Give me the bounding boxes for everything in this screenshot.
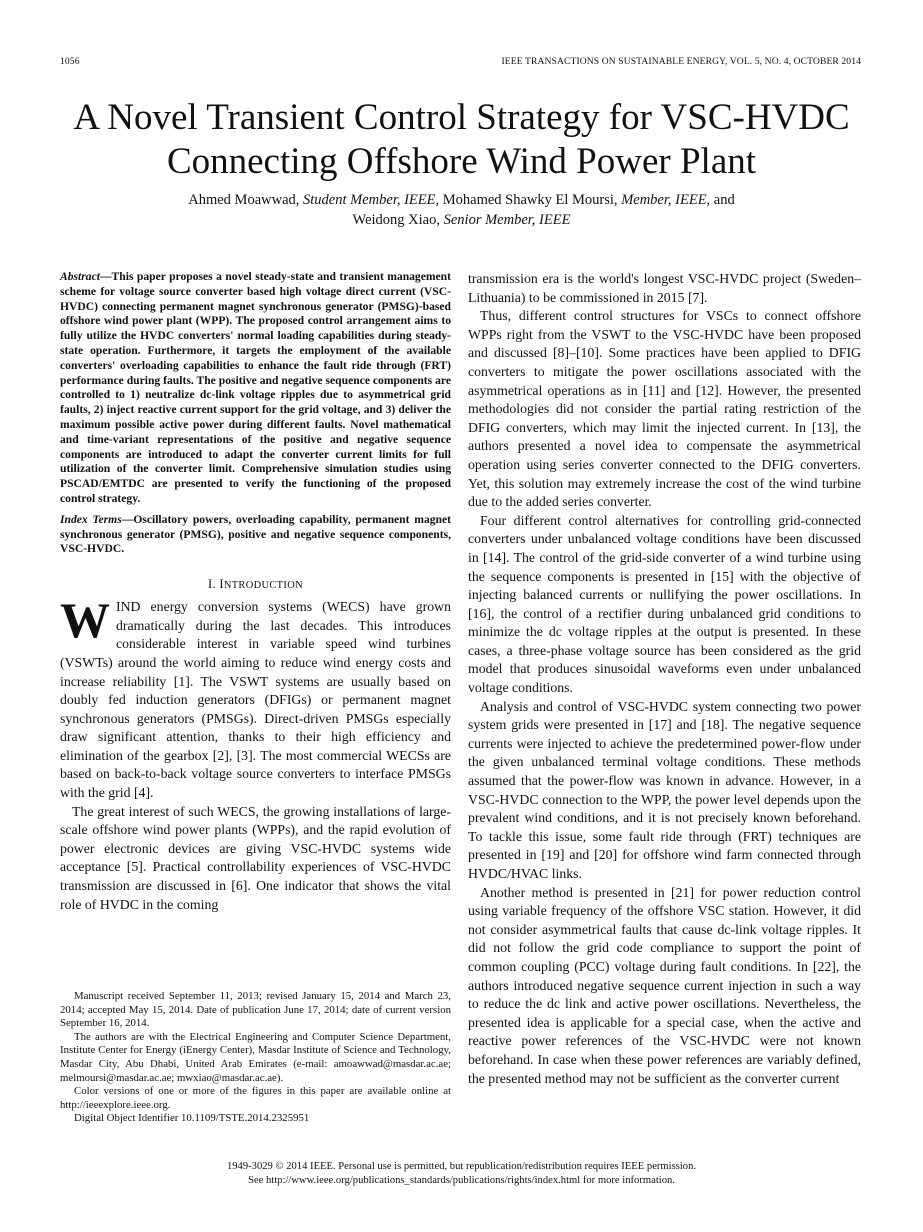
section-first-letter: I: [219, 577, 224, 592]
footnote-color: Color versions of one or more of the figures in this paper are available online at http://ieeexplore.ieee.org.: [60, 1085, 451, 1111]
abstract-dash: —: [99, 270, 112, 283]
paper-title: [0, 96, 923, 184]
footnote-affiliation: The authors are with the Electrical Engineering and Computer Science Department, Institute Center for Energy (iEnergy Center), Masdar Institute of Science and Technology, Masdar City, Abu Dhabi, United Arab Emirates (e-mail: amoawwad@masdar.ac.ae; melmoursi@masdar.ac.ae; mwxiao@masdar.ac.ae).: [60, 1030, 451, 1084]
author-2-name: Mohamed Shawky El Moursi,: [442, 192, 618, 208]
intro-paragraph-1: [60, 592, 451, 803]
footnotes: [60, 990, 451, 1126]
copyright-line-1: 1949-3029 © 2014 IEEE. Personal use is permitted, but republication/redistribution requires IEEE permission.: [226, 1161, 697, 1172]
author-and: and: [713, 192, 735, 208]
drop-cap: W: [60, 592, 110, 649]
section-heading-introduction: [60, 577, 451, 592]
author-line-1: [0, 190, 923, 210]
author-2-role: Member, IEEE,: [621, 192, 711, 208]
abstract: [60, 270, 451, 507]
footnote-doi: Digital Object Identifier 10.1109/TSTE.2014.2325951: [74, 1112, 310, 1125]
title-line-2: Connecting Offshore Wind Power Plant: [166, 141, 757, 182]
abstract-label: Abstract: [60, 270, 100, 283]
page-number: 1056: [60, 56, 80, 67]
section-number: I.: [208, 577, 216, 592]
author-3-role: Senior Member, IEEE: [443, 212, 571, 228]
index-terms-dash: —: [121, 512, 134, 526]
author-list: [0, 190, 923, 230]
intro-paragraph-1-text: IND energy conversion systems (WECS) have grown dramatically during the last decades. This introduces considerable interest in variable speed wind turbines (VSWTs) around the world aiming to reduce wind energy costs and increase reliability [1]. The VSWT systems are usually based on doubly fed induction generators (DFIGs) or permanent magnet synchronous generators (PMSGs). Direct-driven PMSGs especially draw significant attention, thanks to their high efficiency and elimination of the gearbox [2], [3]. The most commercial WECSs are based on back-to-back voltage source converters to interface PMSGs with the grid [4].: [60, 599, 451, 801]
left-column: [60, 270, 451, 914]
author-1-role: Student Member, IEEE,: [303, 192, 440, 208]
right-paragraph-2: Four different control alternatives for controlling grid-connected converters under unbalanced voltage conditions have been discussed in [14]. The control of the grid-side converter of a wind turbine using the sequence components is presented in [15] with the objective of injecting balanced currents or nullifying the power oscillations. In [16], the control of a rectifier during unbalanced grid conditions to minimize the dc voltage ripples at the output is presented. In these cases, a three-phase voltage source has been considered as the grid model that produces sinusoidal waveforms even under unbalanced voltage conditions.: [468, 512, 861, 696]
author-3-name: Weidong Xiao,: [352, 212, 440, 228]
intro-paragraph-2: The great interest of such WECS, the growing installations of large-scale offshore wind power plants (WPPs), and the rapid evolution of power electronic devices are giving VSC-HVDC systems wide acceptance [5]. Practical controllability experiences of VSC-HVDC transmission are discussed in [6]. One indicator that shows the vital role of HVDC in the coming: [60, 803, 451, 912]
right-paragraph-4: Another method is presented in [21] for power reduction control using variable frequency of the offshore VSC station. However, it did not consider asymmetrical faults that cause dc-link voltage ripples. It did not follow the grid code compliance to support the point of common coupling (PCC) voltage during fault conditions. In [22], the authors introduced negative sequence current injection in such a way to reduce the dc link and active power oscillations. Nevertheless, the presented idea is applicable for a special case, when the active and reactive power references of the VSC-HVDC were not known beforehand. In case when these power references are variably defined, the presented method may not be sufficient as the converter current: [468, 884, 861, 1086]
journal-header: IEEE TRANSACTIONS ON SUSTAINABLE ENERGY, VOL. 5, NO. 4, OCTOBER 2014: [501, 56, 861, 67]
index-terms: [60, 513, 451, 557]
right-paragraph-0: transmission era is the world's longest VSC-HVDC project (Sweden–Lithuania) to be commissioned in 2015 [7].: [468, 271, 861, 305]
right-paragraph-1: Thus, different control structures for VSCs to connect offshore WPPs right from the VSWT to the VSC-HVDC have been proposed and discussed [8]–[10]. Some practices have been applied to DFIG converters to mitigate the power oscillations associated with the asymmetrical operations as in [11] and [12]. However, the presented methodologies did not consider the partial rating restriction of the DFIG converters, which may limit the injected current. In [13], the authors presented a novel idea to compensate the asymmetrical operation using series converter connected to the DFIG converters. Yet, this solution may extremely increase the cost of the wind turbine due to the added series converter.: [468, 308, 861, 510]
footnote-manuscript: Manuscript received September 11, 2013; revised January 15, 2014 and March 23, 2014; accepted May 15, 2014. Date of publication June 17, 2014; date of current version September 16, 2014.: [60, 990, 451, 1030]
title-line-1: A Novel Transient Control Strategy for VSC-HVDC: [73, 97, 850, 138]
introduction-body: [60, 592, 451, 914]
copyright-notice: [0, 1160, 923, 1188]
author-1-name: Ahmed Moawwad,: [188, 192, 300, 208]
abstract-text: This paper proposes a novel steady-state and transient management scheme for voltage source converter based high voltage direct current (VSC-HVDC) connecting permanent magnet synchronous generator (PMSG)-based offshore wind power plant (WPP). The proposed control arrangement aims to fully utilize the HVDC converters' normal loading capabilities during steady-state operation. Furthermore, it targets the employment of the available converters' overloading capabilities to enhance the fault ride through (FRT) performance during faults. The positive and negative sequence components are controlled to 1) neutralize dc-link voltage ripples due to asymmetrical grid faults, 2) inject reactive current support for the grid voltage, and 3) deliver the maximum possible active power during different faults. Novel mathematical and time-variant representations of the positive and negative sequence components are introduced to adapt the converter current limits for full utilization of the converter limit. Comprehensive simulation studies using PSCAD/EMTDC are presented to verify the functioning of the proposed control strategy.: [60, 270, 451, 505]
author-line-2: [0, 210, 923, 230]
index-terms-label: Index Terms: [60, 512, 122, 526]
copyright-line-2: See http://www.ieee.org/publications_standards/publications/rights/index.html for more information.: [248, 1175, 675, 1186]
right-paragraph-3: Analysis and control of VSC-HVDC system connecting two power system grids were presented in [17] and [18]. The negative sequence currents were injected to achieve the predetermined power-flow under the given unbalanced terminal voltage conditions. These methods assumed that the power-flow was known in advance. However, in a VSC-HVDC connection to the WPP, the power level depends upon the prevalent wind conditions, and it is not precisely known beforehand. To tackle this issue, some fault ride through (FRT) techniques are presented in [19] and [20] for offshore wind farm connected through HVDC/HVAC links.: [468, 698, 861, 881]
index-terms-text: Oscillatory powers, overloading capability, permanent magnet synchronous generator (PMSG), positive and negative sequence components, VSC-HVDC.: [60, 512, 451, 556]
section-title-rest: NTRODUCTION: [223, 580, 303, 592]
right-column: [468, 270, 861, 1088]
